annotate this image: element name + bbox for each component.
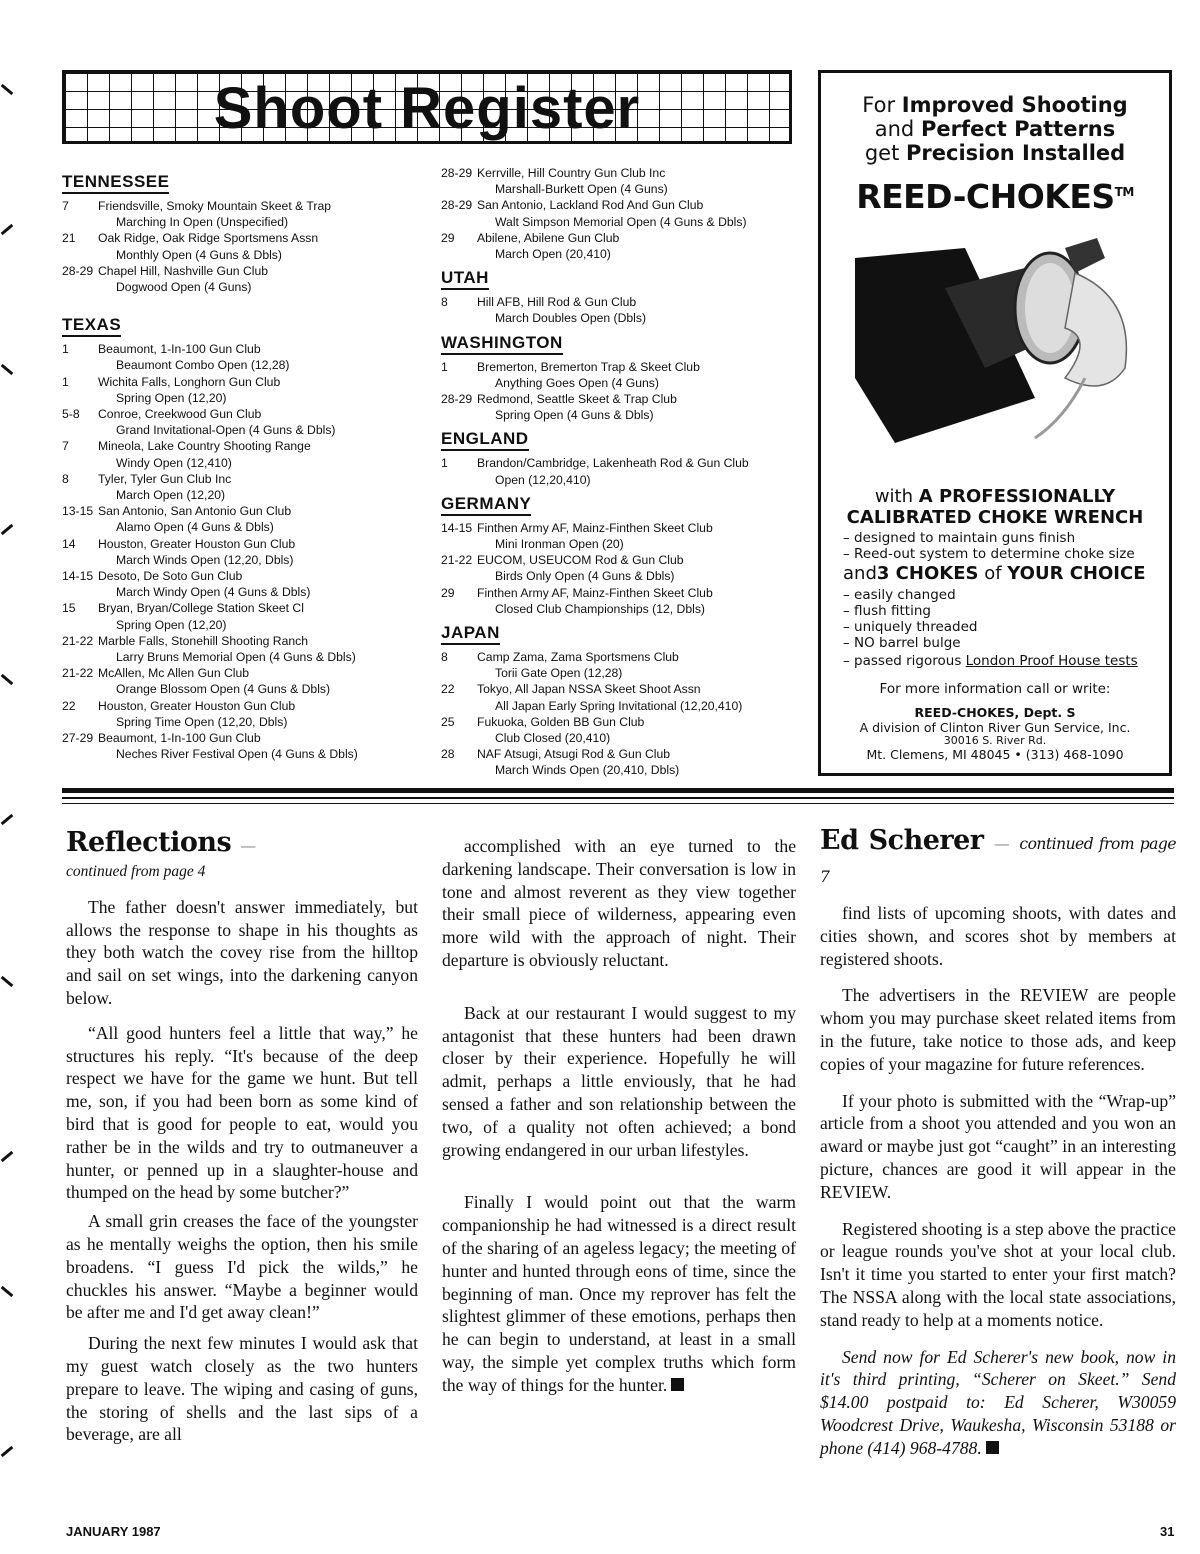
entry-club: Redmond, Seattle Skeet & Trap Club [477,392,677,407]
register-entry [441,585,801,617]
margin-mark [1,674,14,685]
entry-event: March Doubles Open (Dbls) [495,311,647,326]
entry-date: 8 [441,650,448,665]
entry-date: 29 [441,230,455,245]
margin-mark [1,224,14,235]
ad-bullet: – designed to maintain guns finish [843,530,1076,546]
ad-headline-2: and Perfect Patterns [874,117,1116,141]
entry-date: 1 [62,342,69,357]
end-mark [671,1378,684,1391]
entry-event: Beaumont Combo Open (12,28) [116,358,290,373]
ad-bullet: – NO barrel bulge [843,635,961,651]
ad-chokes-line: and3 CHOKES of YOUR CHOICE [843,563,1146,584]
entry-club: Marble Falls, Stonehill Shooting Ranch [98,633,309,648]
entry-club: Beaumont, 1-In-100 Gun Club [98,342,261,357]
entry-club: Houston, Greater Houston Gun Club [98,698,296,713]
ad-product-image [835,228,1155,478]
register-entry [62,730,422,762]
entry-club: Beaumont, 1-In-100 Gun Club [98,731,261,746]
entry-date: 22 [441,682,455,697]
entry-event: Open (12,20,410) [495,472,591,487]
margin-mark [1,524,14,535]
ad-bullets-1 [821,530,1169,562]
entry-club: NAF Atsugi, Atsugi Rod & Gun Club [477,747,671,762]
paragraph: accomplished with an eye turned to the darkening landscape. Their conversation is low in tone and almost reverent as they view together their small piece of wilderness, appearing even more wild with the approach of night. Their departure is obviously reluctant. [442,836,796,970]
entry-club: Tyler, Tyler Gun Club Inc [98,471,232,486]
register-entry [441,746,801,778]
entry-event: Spring Time Open (12,20, Dbls) [116,714,288,729]
ad-city: Mt. Clemens, MI 48045 • (313) 468-1090 [866,747,1124,762]
register-entry [62,341,422,373]
reflections-continued: continued from page 4 [66,863,206,880]
entry-club: Fukuoka, Golden BB Gun Club [477,714,645,729]
state-heading: UTAH [441,268,489,290]
register-entry [62,503,422,535]
margin-mark [1,1286,14,1297]
register-column-right [441,165,801,779]
entry-date: 28-29 [441,392,473,407]
entry-date: 21-22 [62,666,94,681]
ad-info: For more information call or write: [879,681,1111,697]
margin-mark [1,1446,14,1457]
entry-club: McAllen, Mc Allen Gun Club [98,666,250,681]
ad-headline-3: get Precision Installed [864,141,1126,165]
entry-club: Abilene, Abilene Gun Club [477,230,620,245]
entry-event: Spring Open (4 Guns & Dbls) [495,408,654,423]
scherer-closing: Send now for Ed Scherer's new book, now in it's third printing, “Scherer on Skeet.” Send $14.00 postpaid to: Ed Scherer, W30059 Woodcrest Drive, Waukesha, Wisconsin 53188 or phone (414) 968-4788. [820,1346,1176,1458]
paragraph: The father doesn't answer immediately, but allows the response to shape in his thoughts as they both watch the covey rise from the hilltop and sail on set wings, into the darkening canyon below. [66,896,418,1008]
ad-bullet-last: – passed rigorous London Proof House tests [843,653,1138,669]
entry-club: Chapel Hill, Nashville Gun Club [98,263,269,278]
entry-date: 28-29 [62,263,94,278]
register-entry [441,649,801,681]
entry-date: 7 [62,439,69,454]
margin-mark [1,364,14,375]
entry-club: Oak Ridge, Oak Ridge Sportsmens Assn [98,231,319,246]
shoot-register-banner [62,70,792,144]
register-entry [441,230,801,262]
entry-club: Tokyo, All Japan NSSA Skeet Shoot Assn [477,682,701,697]
state-heading: ENGLAND [441,429,529,451]
entry-event: Windy Open (12,410) [116,455,232,470]
register-column-left [62,172,422,763]
entry-event: March Open (20,410) [495,247,611,262]
paragraph: find lists of upcoming shoots, with dates and cities shown, and scores shot by members at registered shoots. [820,903,1176,969]
ad-bullet: – Reed-out system to determine choke size [843,546,1135,562]
entry-event: Orange Blossom Open (4 Guns & Dbls) [116,682,331,697]
entry-event: March Windy Open (4 Guns & Dbls) [116,585,311,600]
ad-bullets-2 [821,587,1169,651]
entry-club: Finthen Army AF, Mainz-Finthen Skeet Club [477,520,713,535]
entry-event: Mini Ironman Open (20) [495,537,624,552]
entry-date: 28-29 [441,166,473,180]
paragraph: A small grin creases the face of the youngster as he mentally weighs the option, then his smile broadens. “I guess I'd pick the wilds,” he chuckles his answer. “Maybe a beginner would be after me and I'd get away clean!” [66,1211,418,1323]
entry-event: Marshall-Burkett Open (4 Guns) [495,182,668,197]
entry-club: Finthen Army AF, Mainz-Finthen Skeet Club [477,585,713,600]
paragraph: Registered shooting is a step above the practice or league rounds you've shot at your local club. Isn't it time you started to enter your first match? The NSSA along with the local state associations, stand ready to help at a moments notice. [820,1218,1176,1330]
entry-date: 1 [62,374,69,389]
entry-club: Friendsville, Smoky Mountain Skeet & Trap [98,199,332,213]
entry-club: Conroe, Creekwood Gun Club [98,407,262,422]
entry-event: Birds Only Open (4 Guns & Dbls) [495,569,675,584]
entry-event: Spring Open (12,20) [116,617,227,632]
entry-date: 21 [62,231,76,246]
entry-date: 15 [62,601,76,616]
entry-date: 7 [62,199,69,213]
entry-date: 25 [441,714,455,729]
ad-dept: REED-CHOKES, Dept. S [914,705,1076,720]
paragraph: Finally I would point out that the warm companionship he had witnessed is a direct result of the sharing of an ageless legacy; the meeting of hunter and hunted through eons of time, since the beginning of man. Once my reprover has felt the slightest glimmer of these emotions, perhaps then he can begin to understand, at least in a small way, the simple yet complex truths which form the way of things for the hunter. [442,1192,796,1395]
entry-event: Dogwood Open (4 Guns) [116,280,252,295]
entry-event: Neches River Festival Open (4 Guns & Dbls) [116,747,358,762]
register-entry [441,294,801,326]
register-entry [62,406,422,438]
register-entry [62,374,422,406]
register-entry [441,520,801,552]
entry-event: All Japan Early Spring Invitational (12,20,410) [495,698,743,713]
entry-date: 14-15 [441,520,473,535]
entry-date: 1 [441,456,448,471]
register-entry [441,552,801,584]
state-heading: TEXAS [62,315,121,337]
entry-date: 21-22 [441,553,473,568]
paragraph: The advertisers in the REVIEW are people whom you may purchase skeet related items from in the future, take notice to those ads, and keep copies of your magazine for future references. [820,985,1176,1074]
register-entry [62,698,422,730]
entry-club: Mineola, Lake Country Shooting Range [98,439,311,454]
register-entry [62,263,422,295]
margin-mark [1,1151,14,1162]
entry-club: San Antonio, San Antonio Gun Club [98,504,292,519]
entry-date: 27-29 [62,731,94,746]
register-entry [441,359,801,391]
entry-club: Brandon/Cambridge, Lakenheath Rod & Gun Club [477,456,749,471]
register-entry [441,681,801,713]
section-rule [62,788,1174,793]
ad-with-line: with A PROFESSIONALLY [874,486,1116,507]
entry-date: 29 [441,585,455,600]
entry-club: San Antonio, Lackland Rod And Gun Club [477,198,704,213]
entry-date: 14-15 [62,569,94,584]
paragraph: During the next few minutes I would ask that my guest watch closely as the two hunters prepare to leave. The wiping and casing of guns, the storing of shells and the last sips of a beverage, are all [66,1333,418,1445]
register-entry [62,536,422,568]
footer-date: JANUARY 1987 [66,1524,161,1539]
ad-bullet: – easily changed [843,587,956,603]
register-entry [62,665,422,697]
reflections-column-2 [442,835,796,1405]
entry-date: 28 [441,747,455,762]
state-heading: GERMANY [441,494,531,516]
scherer-title: Ed Scherer — continued from page 7 [820,825,1177,886]
state-heading: TENNESSEE [62,172,169,194]
ad-bullet: – uniquely threaded [843,619,978,635]
register-entry [62,568,422,600]
entry-club: Kerrville, Hill Country Gun Club Inc [477,166,666,180]
entry-event: Club Closed (20,410) [495,731,611,746]
ad-headline-1: For Improved Shooting [862,93,1128,117]
entry-event: March Winds Open (20,410, Dbls) [495,763,680,778]
ad-brand: REED-CHOKES™ [856,177,1134,216]
entry-date: 1 [441,359,448,374]
entry-club: Hill AFB, Hill Rod & Gun Club [477,295,637,310]
entry-club: EUCOM, USEUCOM Rod & Gun Club [477,553,684,568]
scherer-column [820,826,1176,1468]
paragraph: If your photo is submitted with the “Wrap-up” article from a shoot you attended and you won an award or maybe just got “caught” in an interesting picture, chances are good it will appear in the REVIEW. [820,1090,1176,1202]
entry-event: Monthly Open (4 Guns & Dbls) [116,247,282,262]
ad-wrench-line: CALIBRATED CHOKE WRENCH [846,507,1144,528]
register-entry [441,197,801,229]
register-entry [62,633,422,665]
entry-date: 21-22 [62,633,94,648]
section-rule [62,803,1174,804]
entry-date: 8 [441,295,448,310]
reflections-title: Reflections — [66,827,256,858]
register-entry [62,438,422,470]
paragraph: Back at our restaurant I would suggest to my antagonist that these hunters had been drawn closer by their experience. Hopefully he will admit, perhaps a little enviously, that he had sensed a father and son relationship between the two, of a quality not often achieved; a bond growing endangered in our urban lifestyles. [442,1002,796,1160]
register-entry [441,455,801,487]
page-title: Shoot Register [213,76,641,141]
entry-club: Camp Zama, Zama Sportsmens Club [477,650,679,665]
ad-division: A division of Clinton River Gun Service, Inc. [859,720,1131,735]
margin-mark [1,84,14,95]
entry-event: Alamo Open (4 Guns & Dbls) [116,520,274,535]
entry-event: Larry Bruns Memorial Open (4 Guns & Dbls) [116,650,356,665]
register-entry [62,471,422,503]
reflections-column-1 [66,828,418,1454]
ad-bullet: – flush fitting [843,603,931,619]
register-entry [62,230,422,262]
state-heading: WASHINGTON [441,333,563,355]
register-entry [441,714,801,746]
entry-event: Spring Open (12,20) [116,390,227,405]
entry-club: Houston, Greater Houston Gun Club [98,536,296,551]
entry-event: March Open (12,20) [116,488,226,503]
entry-date: 13-15 [62,504,94,519]
entry-event: Closed Club Championships (12, Dbls) [495,601,705,616]
reed-chokes-ad [818,70,1172,776]
entry-date: 8 [62,471,69,486]
margin-mark [1,976,14,987]
end-mark [986,1441,999,1454]
register-entry [62,198,422,230]
entry-date: 22 [62,698,76,713]
entry-date: 28-29 [441,198,473,213]
entry-event: Marching In Open (Unspecified) [116,215,289,230]
margin-mark [1,814,14,825]
paragraph: “All good hunters feel a little that way,” he structures his reply. “It's because of the deep respect we have for the game we hunt. But tell me, son, if you had been born as some kind of bird that is good for people to eat, would you rather be in the wilds and try to outmaneuver a hunter, or penned up in a slaughter-house and thumped on the head by some butcher?” [66,1022,418,1203]
entry-event: Walt Simpson Memorial Open (4 Guns & Dbls) [495,214,747,229]
register-entry [62,600,422,632]
entry-event: Grand Invitational-Open (4 Guns & Dbls) [116,423,336,438]
entry-event: Torii Gate Open (12,28) [495,666,623,681]
register-entry [441,165,801,197]
entry-club: Bryan, Bryan/College Station Skeet Cl [98,601,304,616]
entry-date: 5-8 [62,407,80,422]
entry-club: Bremerton, Bremerton Trap & Skeet Club [477,359,700,374]
register-entry [441,391,801,423]
footer-page-number: 31 [1160,1524,1175,1539]
state-heading: JAPAN [441,623,500,645]
entry-date: 14 [62,536,76,551]
section-rule [62,797,1174,799]
entry-club: Desoto, De Soto Gun Club [98,569,243,584]
entry-club: Wichita Falls, Longhorn Gun Club [98,374,281,389]
ad-street: 30016 S. River Rd. [943,734,1047,747]
entry-event: March Winds Open (12,20, Dbls) [116,552,294,567]
entry-event: Anything Goes Open (4 Guns) [495,375,659,390]
